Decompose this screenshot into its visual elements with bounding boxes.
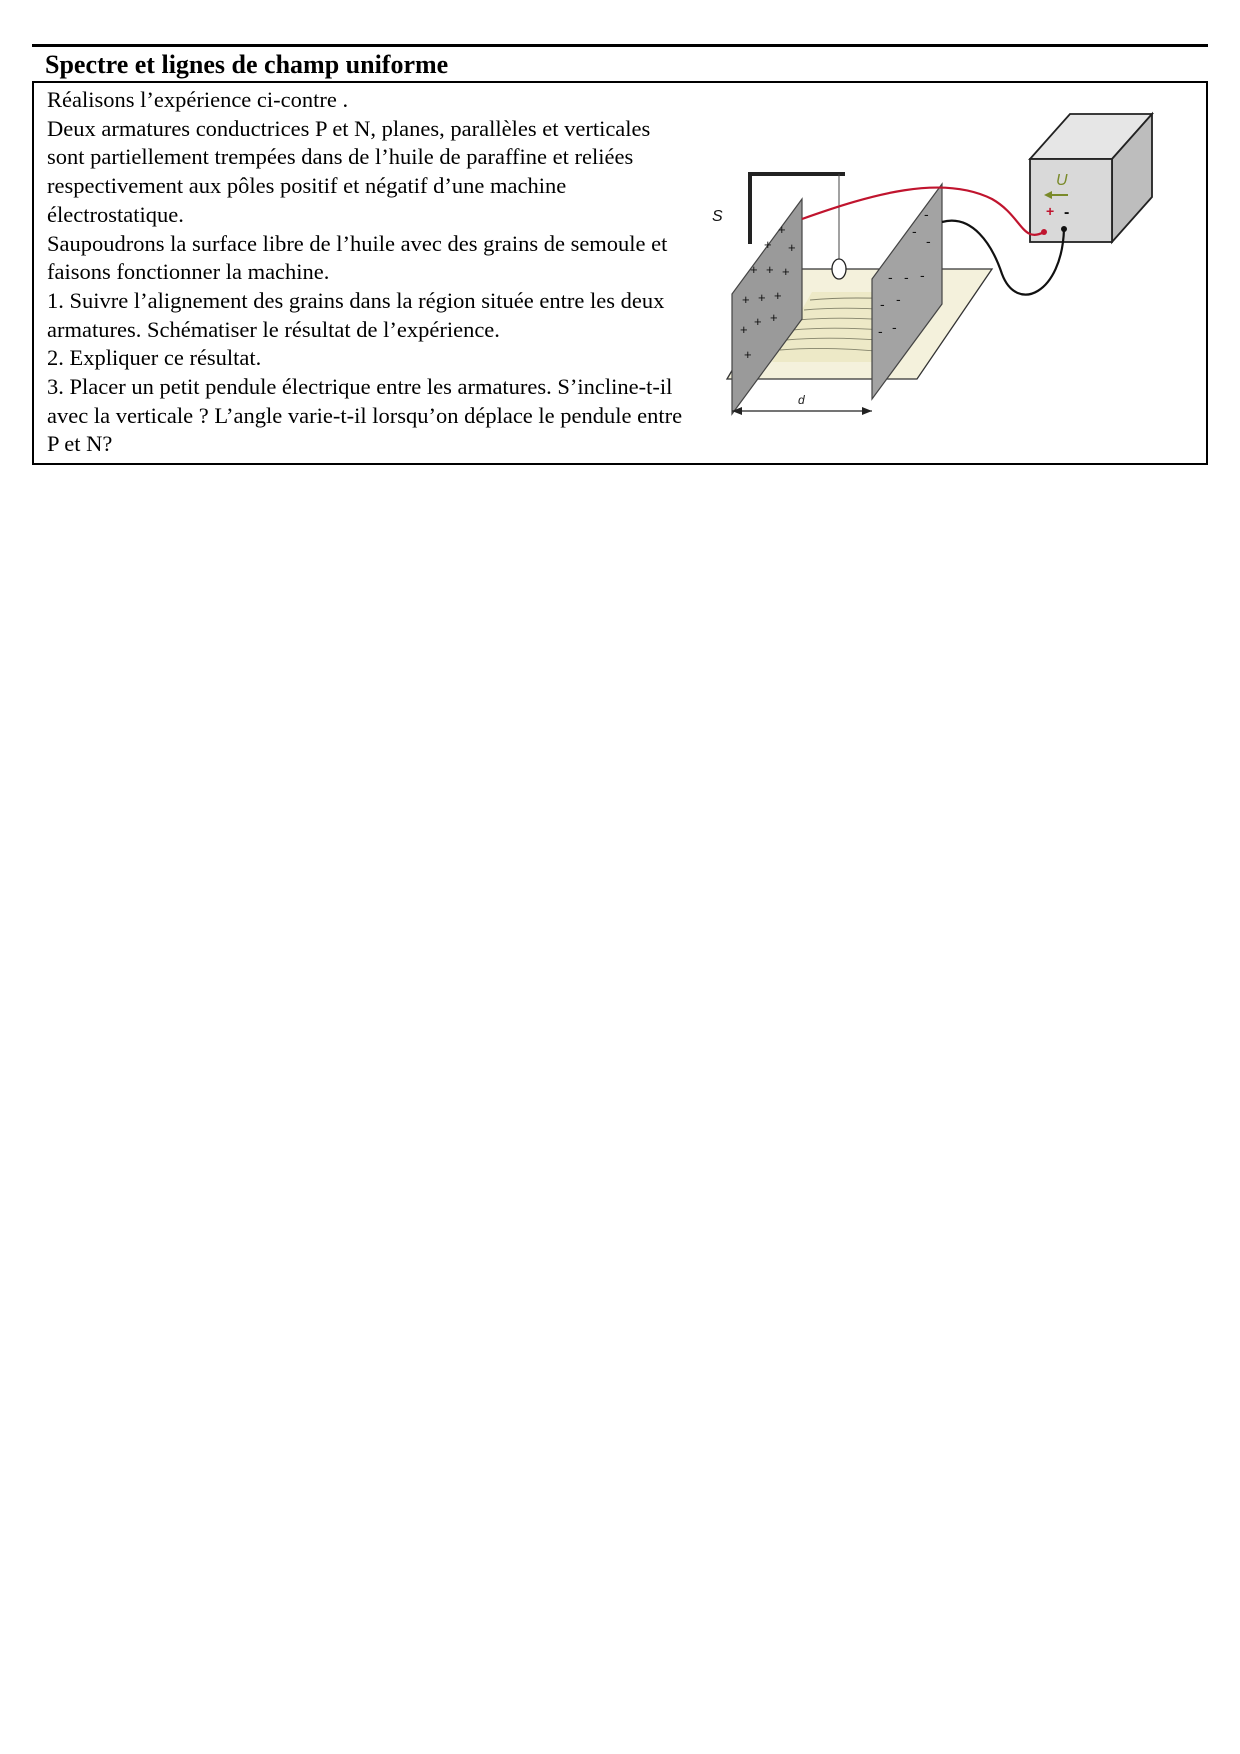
plate-label: S [712,208,723,225]
voltage-label: U [1056,172,1068,189]
svg-text:+: + [788,240,796,255]
svg-text:+: + [742,292,750,307]
svg-text:-: - [880,296,885,312]
svg-text:-: - [920,267,925,283]
svg-text:-: - [924,206,929,222]
question-1: 1. Suivre l’alignement des grains dans la région située entre les deux armatures. Schématiser le résultat de l’expérience. [47,287,665,342]
svg-text:+: + [782,264,790,279]
exercise-box [32,81,1208,465]
svg-text:+: + [766,262,774,277]
svg-text:-: - [888,269,893,285]
svg-text:-: - [904,269,909,285]
svg-text:-: - [892,319,897,335]
svg-text:+: + [774,288,782,303]
svg-text:-: - [896,291,901,307]
svg-text:+: + [758,290,766,305]
distance-label: d [798,393,805,407]
experiment-diagram [692,104,1202,439]
paragraph-procedure: Saupoudrons la surface libre de l’huile avec des grains de semoule et faisons fonctionner la machine. [47,230,668,285]
positive-wire-terminal [1041,229,1047,235]
question-3: 3. Placer un petit pendule électrique entre les armatures. S’incline-t-il avec la verticale ? L’angle varie-t-il lorsqu’on déplace le pendule entre P et N? [47,374,683,457]
exercise-text [47,86,687,459]
pendulum-ball [832,259,846,279]
negative-wire-terminal [1061,226,1067,232]
positive-terminal-label: + [1046,203,1055,219]
paragraph-setup: Deux armatures conductrices P et N, planes, parallèles et verticales sont partiellement trempées dans de l’huile de paraffine et reliées respectivement aux pôles positif et négatif d’une machine électrostatique. [47,115,651,227]
svg-text:-: - [926,233,931,249]
svg-text:+: + [778,222,786,237]
svg-text:+: + [740,322,748,337]
distance-arrow-right-head [862,407,872,415]
top-rule [32,44,1208,47]
svg-text:-: - [878,323,883,339]
svg-text:+: + [764,237,772,252]
svg-text:-: - [912,223,917,239]
svg-text:+: + [770,310,778,325]
svg-text:+: + [754,314,762,329]
section-title: Spectre et lignes de champ uniforme [45,50,449,79]
paragraph-intro: Réalisons l’expérience ci-contre . [47,87,349,112]
question-2: 2. Expliquer ce résultat. [47,345,262,371]
negative-terminal-label: - [1064,204,1070,221]
svg-text:+: + [750,262,758,277]
experiment-figure [692,104,1202,439]
svg-text:+: + [744,347,752,362]
